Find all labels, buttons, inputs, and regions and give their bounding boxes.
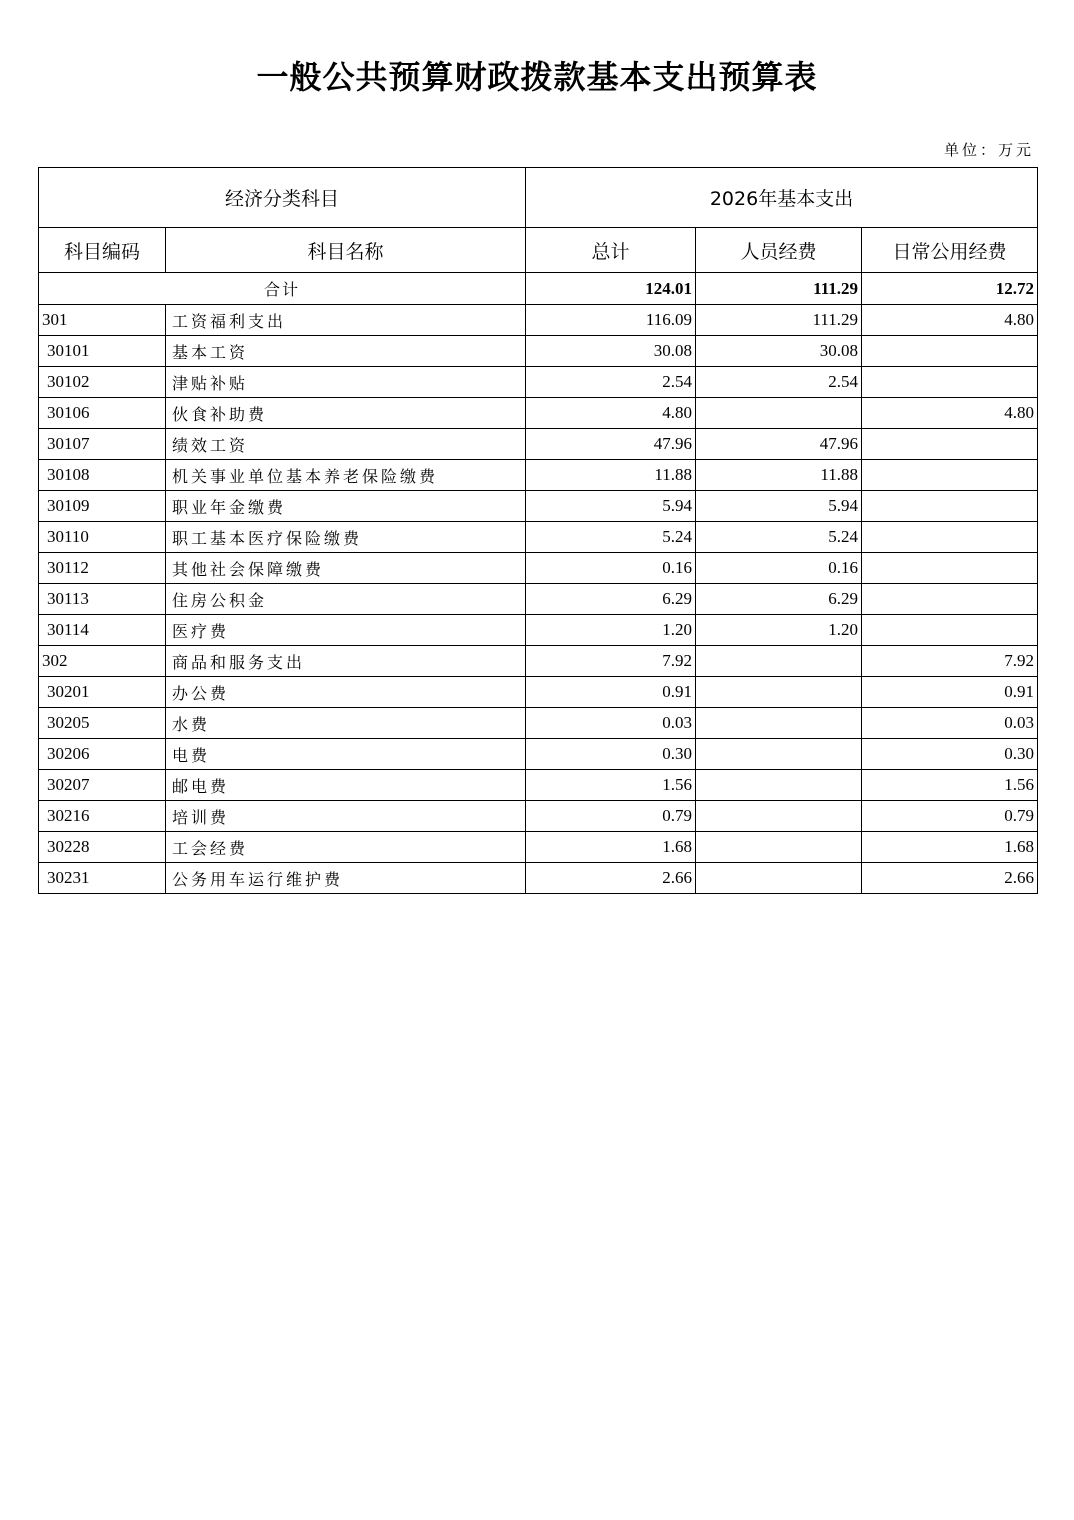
header-name: 科目名称: [166, 228, 526, 273]
header-column-row: [39, 228, 1038, 273]
row-code: 30102: [39, 367, 166, 398]
row-total: 5.94: [526, 491, 696, 522]
header-group-row: [39, 168, 1038, 228]
row-total: 0.30: [526, 739, 696, 770]
row-code: 30207: [39, 770, 166, 801]
table-row: [39, 584, 1038, 615]
row-personnel: [696, 398, 862, 429]
row-total: 0.03: [526, 708, 696, 739]
row-personnel: [696, 832, 862, 863]
row-name: 商品和服务支出: [166, 646, 526, 677]
row-personnel: 111.29: [696, 305, 862, 336]
row-personnel: 30.08: [696, 336, 862, 367]
header-personnel: 人员经费: [696, 228, 862, 273]
row-personnel: 5.24: [696, 522, 862, 553]
row-personnel: [696, 646, 862, 677]
table-row: [39, 336, 1038, 367]
row-name: 其他社会保障缴费: [166, 553, 526, 584]
row-name: 工资福利支出: [166, 305, 526, 336]
row-code: 30231: [39, 863, 166, 894]
row-name: 伙食补助费: [166, 398, 526, 429]
row-name: 职业年金缴费: [166, 491, 526, 522]
row-personnel: 11.88: [696, 460, 862, 491]
row-public: [862, 460, 1038, 491]
row-total: 4.80: [526, 398, 696, 429]
row-total: 30.08: [526, 336, 696, 367]
row-total: 11.88: [526, 460, 696, 491]
table-row: [39, 367, 1038, 398]
header-total: 总计: [526, 228, 696, 273]
row-code: 30201: [39, 677, 166, 708]
row-personnel: [696, 677, 862, 708]
header-public: 日常公用经费: [862, 228, 1038, 273]
table-row: [39, 398, 1038, 429]
row-total: 47.96: [526, 429, 696, 460]
row-name: 培训费: [166, 801, 526, 832]
table-row: [39, 429, 1038, 460]
row-personnel: [696, 739, 862, 770]
row-public: 1.68: [862, 832, 1038, 863]
row-name: 医疗费: [166, 615, 526, 646]
unit-label: 单位：万元: [943, 141, 1034, 159]
row-public: 0.91: [862, 677, 1038, 708]
row-public: [862, 584, 1038, 615]
table-row: [39, 801, 1038, 832]
row-public: 0.79: [862, 801, 1038, 832]
row-personnel: [696, 770, 862, 801]
header-basic-expenditure: 2026年基本支出: [526, 168, 1038, 228]
row-personnel: 2.54: [696, 367, 862, 398]
row-code: 30113: [39, 584, 166, 615]
row-code: 30112: [39, 553, 166, 584]
row-public: [862, 491, 1038, 522]
table-row: [39, 491, 1038, 522]
row-total: 6.29: [526, 584, 696, 615]
table-row: [39, 677, 1038, 708]
table-row: [39, 708, 1038, 739]
row-public: [862, 615, 1038, 646]
row-code: 30216: [39, 801, 166, 832]
total-personnel: 111.29: [696, 273, 862, 305]
row-name: 电费: [166, 739, 526, 770]
table-row: [39, 739, 1038, 770]
row-name: 机关事业单位基本养老保险缴费: [166, 460, 526, 491]
row-name: 基本工资: [166, 336, 526, 367]
row-personnel: 6.29: [696, 584, 862, 615]
table-row: [39, 460, 1038, 491]
budget-table: [38, 167, 1038, 894]
row-name: 邮电费: [166, 770, 526, 801]
row-total: 5.24: [526, 522, 696, 553]
row-name: 办公费: [166, 677, 526, 708]
row-name: 公务用车运行维护费: [166, 863, 526, 894]
table-row: [39, 522, 1038, 553]
header-economic-classification: 经济分类科目: [39, 168, 526, 228]
row-code: 30106: [39, 398, 166, 429]
row-personnel: 5.94: [696, 491, 862, 522]
table-row: [39, 646, 1038, 677]
page-title: 一般公共预算财政拨款基本支出预算表: [256, 58, 818, 96]
row-name: 职工基本医疗保险缴费: [166, 522, 526, 553]
row-total: 7.92: [526, 646, 696, 677]
row-total: 1.56: [526, 770, 696, 801]
row-name: 水费: [166, 708, 526, 739]
row-code: 30206: [39, 739, 166, 770]
table-row: [39, 615, 1038, 646]
row-total: 116.09: [526, 305, 696, 336]
row-public: 0.30: [862, 739, 1038, 770]
row-public: [862, 429, 1038, 460]
row-code: 30114: [39, 615, 166, 646]
row-total: 0.79: [526, 801, 696, 832]
row-public: 4.80: [862, 398, 1038, 429]
total-label: 合计: [39, 273, 526, 305]
table-row: [39, 832, 1038, 863]
row-total: 1.68: [526, 832, 696, 863]
row-personnel: [696, 708, 862, 739]
row-total: 2.66: [526, 863, 696, 894]
row-personnel: [696, 801, 862, 832]
row-code: 302: [39, 646, 166, 677]
row-code: 30101: [39, 336, 166, 367]
row-public: 0.03: [862, 708, 1038, 739]
row-public: [862, 336, 1038, 367]
row-total: 1.20: [526, 615, 696, 646]
row-code: 301: [39, 305, 166, 336]
row-public: 4.80: [862, 305, 1038, 336]
row-code: 30107: [39, 429, 166, 460]
row-public: 2.66: [862, 863, 1038, 894]
row-name: 绩效工资: [166, 429, 526, 460]
row-personnel: 1.20: [696, 615, 862, 646]
total-row: [39, 273, 1038, 305]
row-code: 30108: [39, 460, 166, 491]
row-public: 7.92: [862, 646, 1038, 677]
row-public: 1.56: [862, 770, 1038, 801]
row-name: 住房公积金: [166, 584, 526, 615]
row-personnel: 0.16: [696, 553, 862, 584]
row-public: [862, 522, 1038, 553]
total-sum: 124.01: [526, 273, 696, 305]
row-name: 津贴补贴: [166, 367, 526, 398]
row-total: 0.16: [526, 553, 696, 584]
table-row: [39, 863, 1038, 894]
row-personnel: 47.96: [696, 429, 862, 460]
total-public: 12.72: [862, 273, 1038, 305]
row-code: 30110: [39, 522, 166, 553]
row-total: 0.91: [526, 677, 696, 708]
row-personnel: [696, 863, 862, 894]
table-row: [39, 305, 1038, 336]
table-row: [39, 553, 1038, 584]
table-row: [39, 770, 1038, 801]
row-name: 工会经费: [166, 832, 526, 863]
row-total: 2.54: [526, 367, 696, 398]
header-code: 科目编码: [39, 228, 166, 273]
row-public: [862, 553, 1038, 584]
row-code: 30205: [39, 708, 166, 739]
row-code: 30109: [39, 491, 166, 522]
row-code: 30228: [39, 832, 166, 863]
row-public: [862, 367, 1038, 398]
